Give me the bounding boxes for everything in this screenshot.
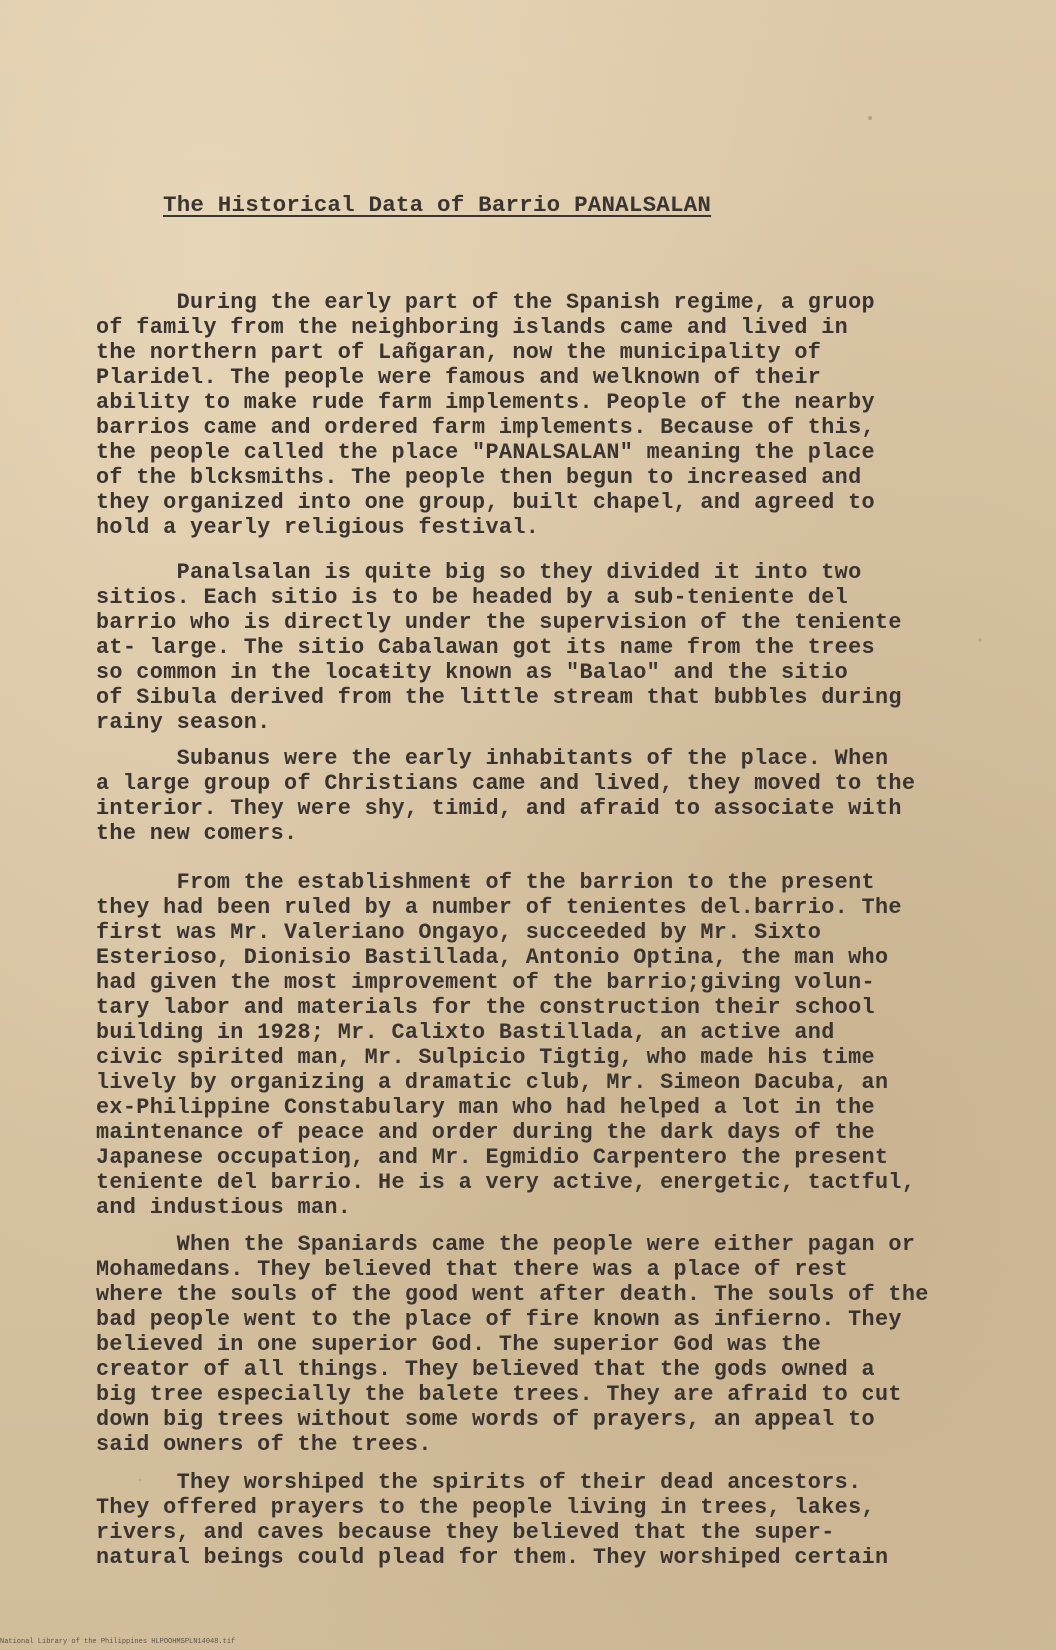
text-line: maintenance of peace and order during the dark days of the — [96, 1120, 875, 1145]
text-line: Panalsalan is quite big so they divided it into two — [96, 560, 862, 585]
text-line: teniente del barrio. He is a very active, energetic, tactful, — [96, 1170, 916, 1195]
text-line: believed in one superior God. The superior God was the — [96, 1332, 822, 1357]
text-line: ability to make rude farm implements. People of the nearby — [96, 390, 875, 415]
text-line: and industious man. — [96, 1195, 352, 1220]
text-line: had given the most improvement of the barrio;giving volun- — [96, 970, 875, 995]
text-line: interior. They were shy, timid, and afraid to associate with — [96, 796, 902, 821]
text-line: civic spirited man, Mr. Sulpicio Tigtig, who made his time — [96, 1045, 875, 1070]
text-line: They offered prayers to the people living in trees, lakes, — [96, 1495, 875, 1520]
text-line: they had been ruled by a number of tenientes del.barrio. The — [96, 895, 902, 920]
text-line: They worshiped the spirits of their dead ancestors. — [96, 1470, 862, 1495]
text-line: the northern part of Lañgaran, now the municipality of — [96, 340, 822, 365]
text-line: so common in the locaŧity known as "Balao" and the sitio — [96, 660, 849, 685]
archive-footer: National Library of the Philippines HLPOOHMSPLN14048.tif — [0, 1638, 236, 1646]
text-line: the new comers. — [96, 821, 298, 846]
text-line: lively by organizing a dramatic club, Mr. Simeon Dacuba, an — [96, 1070, 889, 1095]
text-line: When the Spaniards came the people were either pagan or — [96, 1232, 916, 1257]
text-line: of Sibula derived from the little stream that bubbles during — [96, 685, 902, 710]
text-line: of the blcksmiths. The people then begun to increased and — [96, 465, 862, 490]
text-line: From the establishmenŧ of the barrion to the present — [96, 870, 875, 895]
text-line: Subanus were the early inhabitants of the place. When — [96, 746, 889, 771]
text-line: barrio who is directly under the supervision of the teniente — [96, 610, 902, 635]
text-line: rivers, and caves because they believed that the super- — [96, 1520, 835, 1545]
text-line: of family from the neighboring islands came and lived in — [96, 315, 849, 340]
text-line: ex-Philippine Constabulary man who had helped a lot in the — [96, 1095, 875, 1120]
text-line: a large group of Christians came and lived, they moved to the — [96, 771, 916, 796]
text-line: big tree especially the balete trees. They are afraid to cut — [96, 1382, 902, 1407]
text-line: the people called the place "PANALSALAN" meaning the place — [96, 440, 875, 465]
text-line: at- large. The sitio Cabalawan got its name from the trees — [96, 635, 875, 660]
text-line: down big trees without some words of prayers, an appeal to — [96, 1407, 875, 1432]
text-line: natural beings could plead for them. They worshiped certain — [96, 1545, 889, 1570]
text-line: bad people went to the place of fire known as infierno. They — [96, 1307, 902, 1332]
text-line: Mohamedans. They believed that there was a place of rest — [96, 1257, 849, 1282]
text-line: said owners of the trees. — [96, 1432, 432, 1457]
text-line: Japanese occupatioŋ, and Mr. Egmidio Carpentero the present — [96, 1145, 889, 1170]
document-title: The Historical Data of Barrio PANALSALAN — [163, 192, 712, 218]
text-line: where the souls of the good went after death. The souls of the — [96, 1282, 929, 1307]
text-line: barrios came and ordered farm implements. Because of this, — [96, 415, 875, 440]
text-line: hold a yearly religious festival. — [96, 515, 540, 540]
text-line: During the early part of the Spanish regime, a gruop — [96, 290, 875, 315]
text-line: they organized into one group, built chapel, and agreed to — [96, 490, 875, 515]
text-line: creator of all things. They believed that the gods owned a — [96, 1357, 875, 1382]
text-line: building in 1928; Mr. Calixto Bastillada, an active and — [96, 1020, 835, 1045]
text-line: rainy season. — [96, 710, 271, 735]
text-line: sitios. Each sitio is to be headed by a sub-teniente del — [96, 585, 849, 610]
text-line: tary labor and materials for the construction their school — [96, 995, 875, 1020]
text-line: first was Mr. Valeriano Ongayo, succeeded by Mr. Sixto — [96, 920, 822, 945]
text-line: Plaridel. The people were famous and welknown of their — [96, 365, 822, 390]
text-line: Esterioso, Dionisio Bastillada, Antonio Optina, the man who — [96, 945, 889, 970]
